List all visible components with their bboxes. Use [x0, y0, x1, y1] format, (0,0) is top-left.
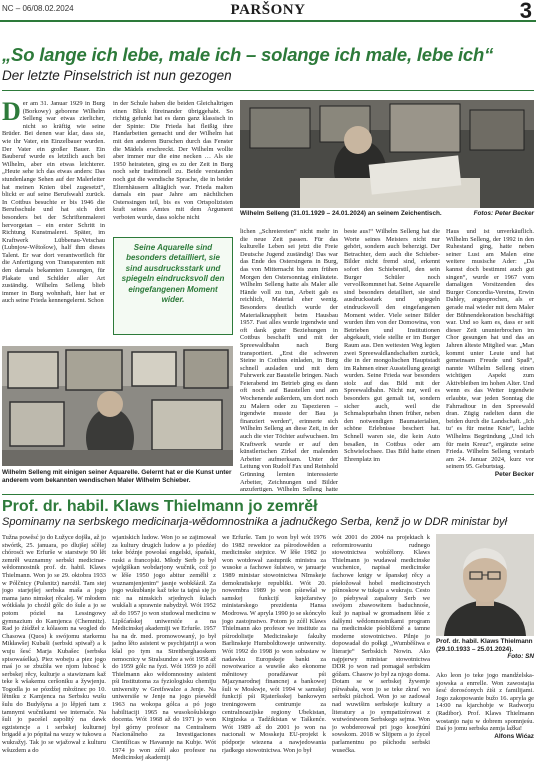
article1-column-1 [2, 100, 105, 345]
photo-man-at-drawing-table [240, 100, 534, 208]
portrait-photo [436, 534, 534, 636]
headline-divider [2, 90, 534, 91]
drawing-table-photo [240, 100, 534, 208]
article2-col4-text: wót 2001 do 2004 na projektach k reformirowaniu rudnego stowotnictwa wobźělony. Klaws Thielmann jo wudawał medicinske wuchenice, napisał medicinske fachowe knigy w španskej rěcy a pśełožował hobel medicinostrych pśinoskow w tukaju a wukraju. Cesto jo pśebywał zapalony Serb we swójom zbawowitem baduchnośe, kuž jo napisał w gromadnem lěśe z dalšymi wědomnostnikami program na medicinskie pśobliženě a tamne moderne stowotnictwo. Pilnje jo dopowadał do połkgi „Wumběšiwa e literarje“ Serbskich Nowin. Ako najpjerwy ministar stowotnictwa DDR jo won rad pomagał serbskim góžam. Chasow jo był za njogo doma. Dotam se w serbskej žywenje pśiwabała, won jo se teke zkrať wo serbski pśichod. Won jo se zadował nad wuwišim serbskeje kultury a literatury a jo sympatizérowat z wutwórstwom Serbskego sejma. Won jo wobdereował pri jogo kosejtúní sowskom. 2018 w Slijpem a jo źyceł parlamentnu po pśichodu serbski wusečka. [332, 534, 430, 754]
article1-column-3 [240, 228, 338, 492]
article2-author: Alfons Wićaz [494, 732, 534, 740]
article1-column-5 [446, 228, 534, 492]
paintings-photo [2, 346, 233, 466]
article1-column-4 [344, 228, 440, 492]
article1-column-2 [113, 100, 233, 232]
article2-subhead: Spominamy na serbskego medicinarja-wědomnostnika a jadnučkego Serba, kenž jo w DDR ministar był [2, 516, 508, 528]
article-divider [2, 494, 534, 495]
article2-col5-text: Ako leon jo teke jogo mandźelska-sjowska a enrrelle. Won zawostajia šesć dorosćonych źiśi z familijami. Jogo zakopowanie bužo 16. apryla ge 14:00 na kjarchobje w Radworju (Radibor). Prof. Klaws Thielmann wostanjo naju w dobrem spomnjeśu. Daś jo jomu serbska zemja lažka! [436, 672, 534, 733]
article1-col5-text: Haus und ist unverkäuflich. Wilhelm Selleng, der 1992 in den Ruhestand ging, hatte neben seiner Lust am Malen eine weitere musische Ader: „Da kannst doch bestimmt auch gut singen“, wurde er 1967 vom damaligen Vorsitzenden des Burger Concordia-Vereins, Erwin Dahley, angesprochen, als er gerade mal wieder mit dem Maler der Bühnendekoration beschäftigt war. Und so kam es, dass er seit dieser Zeit ununterbrochen im Chor gesungen hat und das an Jahren älteste Mitglied war. „Man kommt unter Leute und hat gemeinsam Freude und Spaß“, nannte Wilhelm Selleng einen wichtigen Aspekt zum Aktivbleiben im hohen Alter. Und wenn es das Wetter irgendwie erlaubte, war jeden Sonntag die Fahrradtour in den Spreewald dran. Zügig radelten dann die beiden durch die Landschaft. „Ich tu’ es für meine Knie“, lachte Wilhelms Begründung „Und ich für mein Kreuz“, ergänzte seine Frieda. Wilhelm Selleng verstarb am 24. Januar 2024, kurz vor seinem 95. Geburtstag. [446, 228, 534, 471]
article2-column-2 [112, 534, 216, 782]
article1-photo2-caption [240, 210, 534, 218]
article2-column-5 [436, 672, 534, 782]
photo-portrait-thielmann [436, 534, 534, 636]
page-header [0, 0, 536, 22]
issue-date: NC – 06/08.02.2024 [2, 4, 74, 13]
article1-author: Peter Becker [494, 471, 534, 478]
section-title: PARŠONY [230, 2, 306, 18]
article2-col3-text: we Erfurše. Tam jo won był wót 1976 do 1982 rewektor za pśirodowěden a medicinske stejnice. W lěše 1982 jo won wotdował zastupnik ministra za wusoke a fachowe šulstwo, w januarje 1989 ministar stowotnictwa NImskeje demokratiskeje republiki. Wót 20. nowembra 1989 jo won pśiewšal w samskej funkcijí knježarstwy ministarskego prezidenta Hansa Modrowa. W apryla 1990 jo se skóncyło jogo zastojnstwo. Potom jo zćěl Klaws Thielmann ako profesor we institute za pśirodolistje Medicinskeje fakulty Barlinskeje Humboldtoweje uniwersity. Wót 1992 do 1998 jo won sobustaw w nadawku Europskeje banki za nowotwaríce a wuwiše ako ekonome měnitowy poradźawar pśi Mjazynarodnej financnej a bankowej šuli w Moskwje, wót 1994 w samskej funkcijí pśi Rjateršsskej bankowym treningowem centrumje za centralnoazijske regiony Ubekistan, Kirgizska a Tadźikistan w Taškenće. Wót 1989 až do 2001 jo won na nacionali w Mosskeju EU-projekt k pódporje wiezena a nawjedowania rjadkego stowotnictwa. Won jo był [222, 534, 326, 754]
article1-photo1-caption: Wilhelm Selleng mit einigen seiner Aquarelle. Gelernt hat er die Kunst unter anderem vom bekannten wendischen Maler Wilhelm Schieber. [2, 469, 232, 484]
photo2-caption-text: Wilhelm Selleng (31.01.1929 – 24.01.2024) an seinem Zeichentisch. [240, 210, 442, 217]
article1-subhead: Der letzte Pinselstrich ist nun gezogen [2, 68, 232, 83]
article1-col3-text: lichen „Schreiereien“ nicht mehr in die neue Zeit passen. Für das kulturelle Leben sei jetzt die Freie Deutsche Jugend zuständig! Das war das Ende des Ostersingens in Burg, das von Mitternacht bis zum frühen Morgen den Ostersonntag einläutete. Wilhelm Selleng hatte als Maler alle Hände voll zu tun, Arbeit gab es reichlich, Material eher wenig. Besonders deutlich wurde der Materialknappheit beim Hausbau 1957. Fast alles wurde irgendwie und oft dank guter Beziehungen in Cottbus beschafft und mit der Spreewaldbahn nach Burg transportiert. „Erst die schweren Steine in Cottbus einladen, in Burg schnell ausladen und mit dem Fuhrwerk zur Baustelle bringen. Nach Feierabend im Betrieb ging es dann oft noch auf Baustellen und am Wochenende außerdem, um dort noch zu Malern oder zu Tapezieren – irgendwie musste der Bau ja finanziert werden“, erinnerte sich Wilhelm Selleng an diese Zeit, in der auch die vier Töchter aufwuchsen. Im Kraftwerk wurde er auf den künstlerischen Zirkel der malenden Arbeiter aufmerksam. Unter der Leitung von Rudolf Fax und Reinhold Grünning lernten interessierte Arbeiter, Zeichnungen und Bilder anzufertigen. Wilhelm Selleng hatte [240, 228, 338, 492]
article1-col4-text: beste aus!“ Wilhelm Selleng hat die Worte seines Meisters nicht nur gehört, sondern auch beherzigt. Der Betrachter, dem auch die Schieber-Bilder nicht fremd sind, erkennt sofort den Schieberstil, den sein Burger Schüler noch vervollkommnet hat. Seine Aquarelle sind besonders detailliert, sie sind ausdrucksstark und spiegeln eindrucksvoll den eingefangenen Moment wider. Viele seiner Bilder wurden ihm von der Domowina, von Betrieben und Institutionen abgekauft, viele stellte er im Burger Raum aus. Den weitesten Weg legten zwei Spreewaldlandschaften zurück, die in der mongolischen Hauptstadt im Rahmen einer Ausstellung gezeigt wurden. Seine Frieda war besonders stolz auf das Bild mit der Spreewaldbahn. Nicht nur, weil es besonders gut gemalt ist, sondern sicher auch, weil die Schmalspurbahn ihnen früher, neben den notwendigen Baumaterialien, schöne Erlebnisse beschert hat. Schnell waren sie, die kein Auto besaßen, in Cottbus oder am Schwielochsee. Das Bild hatte einen Ehrenplatz im [344, 228, 440, 463]
pull-quote: Seine Aquarelle sind besonders detailliert, sie sind ausdrucksstark und spiegeln eindrucksvoll den eingefangenen Moment wider. [113, 237, 233, 335]
drop-cap: D [2, 100, 21, 126]
portrait-photo-credit: Foto: SN [507, 653, 534, 661]
article2-column-4 [332, 534, 430, 782]
article2-column-1 [2, 534, 106, 782]
photo-man-with-paintings [2, 346, 233, 466]
photo-credit: Fotos: Peter Becker [473, 210, 534, 217]
article2-column-3 [222, 534, 326, 782]
article2-col2-text: wjaniskich ludow. Won jo se zajimował za kultury drugich ludow a jo pózdźej teke bóźnje powołaś engelski, śpański, ruski a francojski. Młody Serb jo był wjelgiškan wobdarjony wučnik, což jo w lěše 1950 jogo abitur zemělił z wuznamjenjenim“ jasnje wobkšáził. Za jogo wukubłanje kaž teke ta tajná się jo nic na nimskich srjednych šulach wukšali a sprawnie nabydżył. Wót 1952 až do 1957 jo won studował medicinu w Lipšćańskej uniwersiće a na Medicinskej akademiji we Erfurše. 1957 ha na dr. med. promowowaný, jo był jadno lěto asistent w psychijatriji a won kšal po tym na Streitberghaoskem nemocnicy w Stralsundze a wót 1958 až do 1959 gólc na fyzi. Wót 1959 jo zćěl Thielmann ako wědomnostny asistent pśi Institutoma za fyziologisku chemiju uniwersity w Greifswalze a Jenje. Na uniwersiše w Jenje na jogo pśewědł 1963 na wokopa gólca a pó jogo habilitaciji 1965 na wusokošulskego docenta. Wót 1968 až do 1971 jo won był górny profesor na Centralnem Nacionálneho za Investigaciones Científicas w Havannje na Kubje. Wót 1974 jo won zćěl ako profesor na Medicinskej akademiji [112, 534, 216, 762]
page-number: 3 [519, 0, 532, 23]
article1-col1-text: er am 31. Januar 1929 in Burg (Borkowy) geborene Wilhelm Selleng war etwas zierlicher, nicht so kräftig wie seine Brüder. Bei denen war klar, dass sie, wie ihr Vater, ein Einzelbauer wurden. Der Vater ein großer Bauer. Ein Bauberuf wurde es letztlich auch bei Wilhelm, aber ein etwas leichterer. „Heute sehe ich das etwas anders: Das stundenlange Sehen auf der Malerleiter hat meinen Knien übel zugesetzt“, blickt er auf seine Berufswahl zurück. In Cottbus besuchte er bis 1946 die Berufsschule und hat sich dort besonders bei der Schriftenmalerei hervorgetan – ein erster Schritt in Richtung Kunstmalerei. Später, im Kraftwerk Lübbenau-Vetschau (Lubnjow-Wětošow), half ihm dieses Talent. Er war dort verantwortlich für die Anfertigung von Transparenten mit den damals bekannten Losungen, für Plakate und Schilder aller Art zuständig. Wilhelm Selleng blieb immer in Burg wohnhaft, hier hat er auch seine Frieda kennengelernt. Schon [2, 100, 105, 305]
article2-col1-text: Tužna powěsć jo do Łužyce dojšła, až jo stwórtk, 25. januara, po dlujšej sćělej chórosći we Erfurše w starstwje 90 lět zemrěł wuznamny serbski medicinar-wědomnostnik prof. dr. habil. Klaws Thielmann. Won jo se 29. oktobra 1933 w Pólčnicy (Pulsnitz) naroźił. Tam stej jogo starjejšej serbska maša a jogo mama jano nimskej rěcalej. W młodem wótkšała jo choźił gólc do šule a jo se potom póziel na Lessingowy gymnazium do Kamjenca (Chemnitz). Rad jo źiśdžeł z kólasom na wogled do Chasowa (Quos) k swójomu starkemu Mikławšej Kubaši (serbski spiwař) a k wuju šesć Marja Kubašec (serbska spisowaśelka). Piez wobeju a piez jogo maś jo se zbuźiła we njom lubosć k serbskej rěcy, kulturje a stawiznam kaž teke k wšakemu ceršoniku a žywjenju. Togodla jo se pózdźej młoźinec po 10. lětniku z Kamjenca na Serbsku wušu šulu do Budyšyna a jo lěpjeń tam z tamnymi wučnikami we internaće. Na šuli jo pacešel zapolitý na dawk egzistencje a i serbskej kulturnej brigadě a jo pópitał na wuzy w tukowu a wukražyj. Tak jo se wjažował z kulturu wšuzdem a do [2, 534, 106, 754]
article1-col2-text: in der Schule haben die beiden Gleichaltrigen einen Blick füreinander übriggehabt. So richtig gefunkt hat es dann ganz klassisch in der Spinte: Die Frieda hat fleißig ihre Handarbeiten gemacht und der Wilhelm hat mit den anderen Burschen durch das Fenster die Mädels erschreckt. Der Wilhelm wollte aber immer nur die eine necken … Als sie 1950 heirateten, ging es zu der Zeit in Burg noch sehr traditionell zu. Beide verstanden noch gut die wendische Sprache, die in beider Elternhäusern alltäglich war. Frieda malten damals ein paar Jahre am nächtlichen Osterssingen teil, bis es von Ortspolizisten kraft seines Amtes mit dem Argument verboten wurde, dass solche nicht [113, 100, 233, 221]
article2-photo-caption [436, 638, 534, 661]
article2-headline: Prof. dr. habil. Klaws Thielmann jo zemrěł [2, 498, 318, 515]
portrait-caption-text: Prof. dr. habil. Klaws Thielmann (29.10.1933 – 25.01.2024). [436, 638, 533, 653]
article1-headline: „So lange ich lebe, male ich – solange ich male, lebe ich“ [2, 44, 494, 65]
